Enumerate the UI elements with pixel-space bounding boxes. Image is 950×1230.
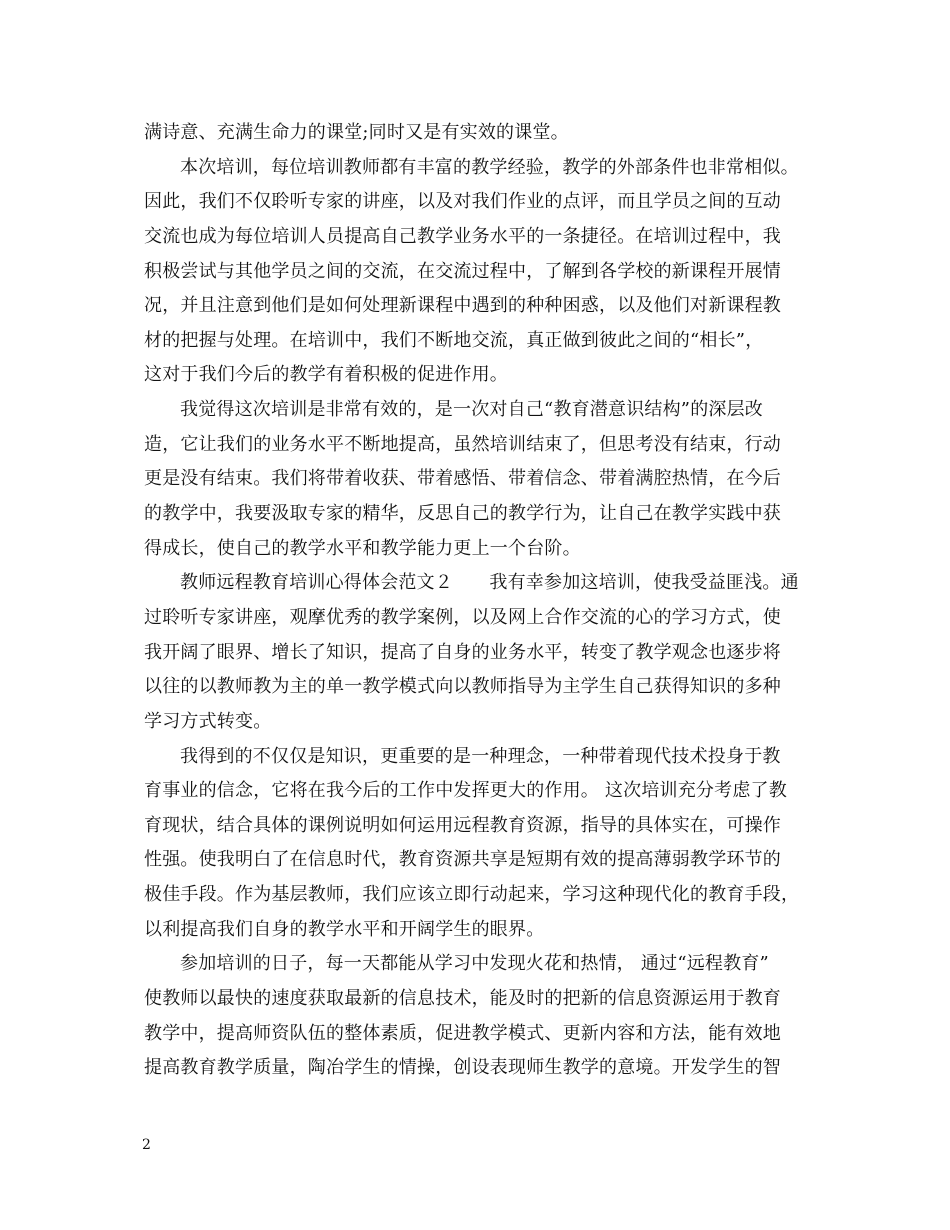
text-line: 积极尝试与其他学员之间的交流，在交流过程中，了解到各学校的新课程开展情 (144, 260, 781, 282)
paragraph-start-line: 教师远程教育培训心得体会范文２ 我有幸参加这培训，使我受益匪浅。通 (180, 572, 799, 594)
paragraph-start-line: 参加培训的日子，每一天都能从学习中发现火花和热情， 通过“远程教育” (180, 953, 769, 975)
text-line: 得成长，使自己的教学水平和教学能力更上一个台阶。 (144, 537, 581, 559)
text-line: 育现状，结合具体的课例说明如何运用远程教育资源，指导的具体实在，可操作 (144, 814, 781, 836)
text-line: 满诗意、充满生命力的课堂;同时又是有实效的课堂。 (144, 122, 569, 143)
text-line: 这对于我们今后的教学有着积极的促进作用。 (144, 364, 508, 386)
paragraph-start-line: 我得到的不仅仅是知识，更重要的是一种理念，一种带着现代技术投身于教 (180, 745, 781, 767)
text-line: 造，它让我们的业务水平不断地提高，虽然培训结束了，但思考没有结束，行动 (144, 433, 781, 455)
text-line: 提高教育教学质量，陶冶学生的情操，创设表现师生教学的意境。开发学生的智 (144, 1057, 781, 1079)
text-line: 过聆听专家讲座，观摩优秀的教学案例，以及网上合作交流的心的学习方式，使 (144, 606, 781, 628)
text-line: 材的把握与处理。在培训中，我们不断地交流，真正做到彼此之间的“相长”， (144, 329, 764, 351)
paragraph-start-line: 我觉得这次培训是非常有效的，是一次对自己“教育潜意识结构”的深层改 (180, 399, 764, 421)
text-line: 以往的以教师教为主的单一教学模式向以教师指导为主学生自己获得知识的多种 (144, 676, 781, 698)
page-number: 2 (142, 1137, 151, 1153)
text-line: 交流也成为每位培训人员提高自己教学业务水平的一条捷径。在培训过程中，我 (144, 225, 781, 247)
text-line: 我开阔了眼界、增长了知识，提高了自身的业务水平，转变了教学观念也逐步将 (144, 641, 781, 663)
body-text (144, 116, 824, 1086)
text-line: 况，并且注意到他们是如何处理新课程中遇到的种种困惑，以及他们对新课程教 (144, 295, 781, 317)
text-line: 使教师以最快的速度获取最新的信息技术，能及时的把新的信息资源运用于教育 (144, 988, 781, 1010)
text-line: 极佳手段。作为基层教师，我们应该立即行动起来，学习这种现代化的教育手段， (144, 884, 800, 906)
text-line: 性强。使我明白了在信息时代，教育资源共享是短期有效的提高薄弱教学环节的 (144, 849, 781, 871)
text-line: 的教学中，我要汲取专家的精华，反思自己的教学行为，让自己在教学实践中获 (144, 503, 781, 525)
text-line: 学习方式转变。 (144, 710, 272, 732)
text-line: 育事业的信念，它将在我今后的工作中发挥更大的作用。 这次培训充分考虑了教 (144, 780, 787, 802)
text-line: 教学中，提高师资队伍的整体素质，促进教学模式、更新内容和方法，能有效地 (144, 1022, 781, 1044)
text-line: 以利提高我们自身的教学水平和开阔学生的眼界。 (144, 918, 545, 940)
text-line: 更是没有结束。我们将带着收获、带着感悟、带着信念、带着满腔热情，在今后 (144, 468, 781, 490)
text-line: 因此，我们不仅聆听专家的讲座，以及对我们作业的点评，而且学员之间的互动 (144, 191, 781, 213)
paragraph-start-line: 本次培训，每位培训教师都有丰富的教学经验，教学的外部条件也非常相似。 (180, 156, 799, 178)
